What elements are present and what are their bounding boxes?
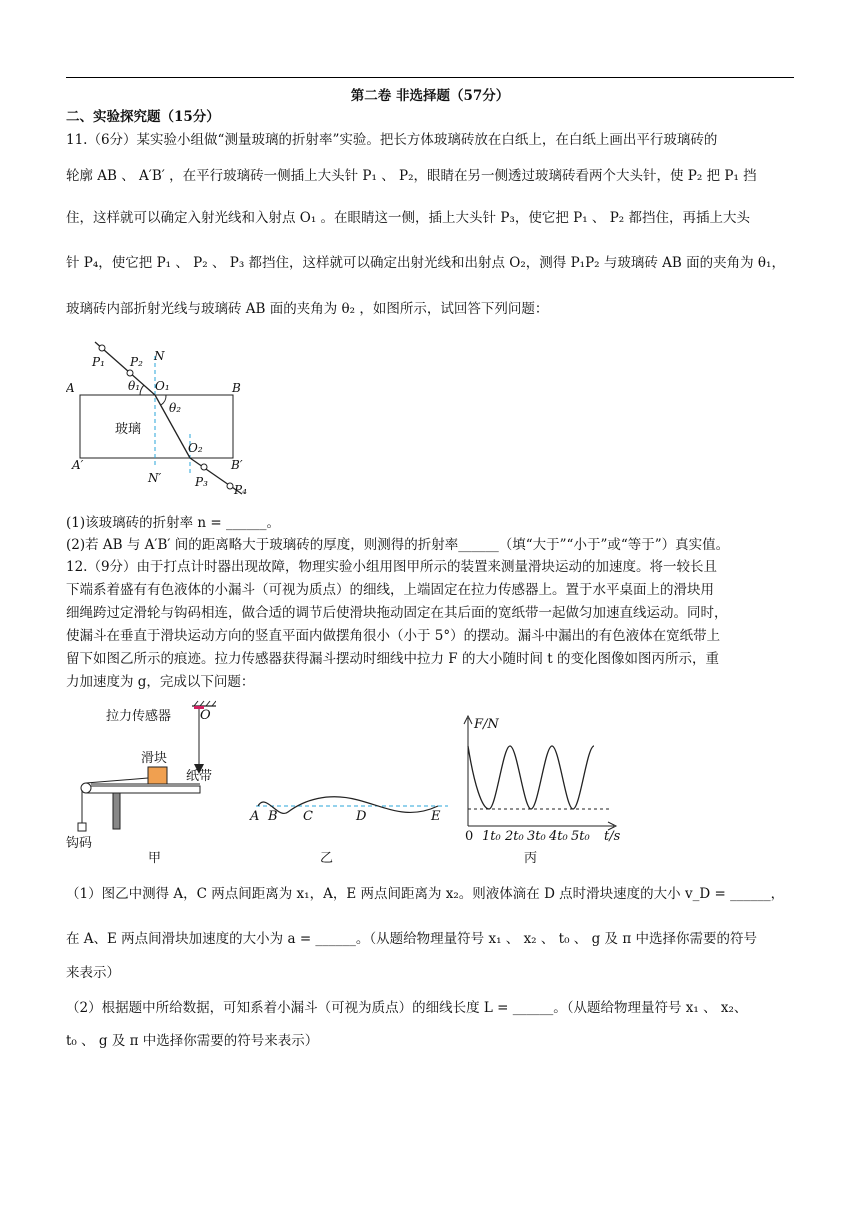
trace-figure	[248, 780, 453, 870]
theta2-arc	[161, 395, 166, 405]
apparatus-figure	[66, 700, 216, 866]
label-p1: P₁	[92, 355, 105, 369]
q11-line-3: 住，这样就可以确定入射光线和入射点 O₁ 。在眼睛这一侧，插上大头针 P₃，使它把 P₁ 、 P₂ 都挡住，再插上大头	[66, 210, 751, 226]
q12-sub-2b: t₀ 、 g 及 π 中选择你需要的符号来表示）	[66, 1033, 319, 1049]
label-b-trace: B	[268, 809, 278, 824]
caption-bing: 丙	[524, 851, 538, 866]
refraction-figure	[66, 336, 266, 506]
q12-sub-1c: 来表示）	[66, 965, 120, 981]
tick-1: 1t₀	[482, 829, 501, 844]
q12-sub-1b: 在 A、E 两点间滑块加速度的大小为 a = ______。（从题给物理量符号 x₁ 、 x₂ 、 t₀ 、 g 及 π 中选择你需要的符号	[66, 931, 757, 947]
q12-line-6: 力加速度为 g，完成以下问题：	[66, 674, 255, 690]
label-o2: O₂	[188, 441, 203, 455]
q12-sub-1a: （1）图乙中测得 A，C 两点间距离为 x₁，A，E 两点间距离为 x₂。则液体滴在 D 点时滑块速度的大小 v_D = ______，	[66, 886, 785, 902]
label-glass: 玻璃	[115, 422, 142, 437]
label-a: A	[66, 381, 75, 395]
trace-curve	[258, 797, 438, 814]
tick-5: 5t₀	[571, 829, 590, 844]
part-title: 第二卷 非选择题（57分）	[350, 88, 510, 104]
theta1-arc	[140, 385, 144, 395]
slider-block	[148, 767, 167, 784]
rope	[86, 778, 148, 783]
label-p3: P₃	[195, 475, 208, 489]
table-leg	[113, 793, 120, 829]
tick-0: 0	[465, 829, 474, 844]
y-axis-label: F/N	[474, 717, 499, 732]
label-c-trace: C	[303, 809, 313, 824]
label-p2: P₂	[130, 355, 143, 369]
q11-line-5: 玻璃砖内部折射光线与玻璃砖 AB 面的夹角为 θ₂ ，如图所示，试回答下列问题：	[66, 301, 549, 317]
q11-sub-2: (2)若 AB 与 A′B′ 间的距离略大于玻璃砖的厚度，则测得的折射率______（填“大于”“小于”或“等于”）真实值。	[66, 537, 730, 553]
label-o1: O₁	[155, 379, 170, 393]
caption-jia: 甲	[148, 851, 162, 866]
pin-p2	[127, 370, 133, 376]
label-n: N	[154, 349, 165, 363]
label-weight: 钩码	[66, 836, 93, 851]
q11-line-1: 11.（6分）某实验小组做“测量玻璃的折射率”实验。把长方体玻璃砖放在白纸上，在白纸上画出平行玻璃砖的	[66, 132, 718, 148]
q12-line-1: 12.（9分）由于打点计时器出现故障，物理实验小组用图甲所示的装置来测量滑块运动的加速度。将一较长且	[66, 559, 718, 575]
q11-line-4: 针 P₄，使它把 P₁ 、 P₂ 、 P₃ 都挡住，这样就可以确定出射光线和出射点 O₂，测得 P₁P₂ 与玻璃砖 AB 面的夹角为 θ₁，	[66, 255, 785, 271]
top-rule	[66, 77, 794, 78]
label-b: B	[232, 381, 241, 395]
label-slider: 滑块	[141, 751, 168, 766]
label-theta1: θ₁	[128, 379, 141, 393]
q12-line-3: 细绳跨过定滑轮与钩码相连，做合适的调节后使滑块拖动固定在其后面的宽纸带一起做匀加速直线运动。同时，	[66, 605, 728, 621]
label-theta2: θ₂	[169, 401, 182, 415]
table-top	[86, 786, 200, 793]
tick-4: 4t₀	[549, 829, 568, 844]
label-o: O	[200, 708, 211, 723]
q11-line-2: 轮廓 AB 、 A′B′ ，在平行玻璃砖一侧插上大头针 P₁ 、 P₂，眼睛在另一侧透过玻璃砖看两个大头针，使 P₂ 把 P₁ 挡	[66, 168, 757, 184]
label-sensor: 拉力传感器	[106, 709, 172, 724]
label-n-prime: N′	[148, 471, 162, 485]
q12-sub-2a: （2）根据题中所给数据，可知系着小漏斗（可视为质点）的细线长度 L = ______。（从题给物理量符号 x₁ 、 x₂、	[66, 1000, 748, 1016]
label-e-trace: E	[431, 809, 441, 824]
force-curve	[468, 746, 594, 809]
label-a-trace: A	[250, 809, 260, 824]
q12-line-4: 使漏斗在垂直于滑块运动方向的竖直平面内做摆角很小（小于 5°）的摆动。漏斗中漏出的有色液体在宽纸带上	[66, 628, 721, 644]
q12-line-2: 下端系着盛有有色液体的小漏斗（可视为质点）的细线，上端固定在拉力传感器上。置于水平桌面上的滑块用	[66, 582, 714, 598]
glass-block	[80, 395, 233, 458]
label-tape: 纸带	[186, 769, 213, 784]
section-heading: 二、实验探究题（15分）	[66, 109, 220, 125]
q12-line-5: 留下如图乙所示的痕迹。拉力传感器获得漏斗摆动时细线中拉力 F 的大小随时间 t 的变化图像如图丙所示，重	[66, 651, 719, 667]
label-a-prime: A′	[72, 458, 84, 472]
label-d-trace: D	[356, 809, 367, 824]
pin-p4	[227, 483, 233, 489]
tick-3: 3t₀	[527, 829, 546, 844]
force-time-graph	[458, 714, 628, 866]
pin-p3	[201, 464, 207, 470]
x-axis-label: t/s	[604, 829, 621, 844]
q11-sub-1: (1)该玻璃砖的折射率 n = ______。	[66, 515, 281, 531]
label-p4: P₄	[234, 483, 247, 497]
pin-p1	[99, 345, 105, 351]
caption-yi: 乙	[320, 851, 334, 866]
label-b-prime: B′	[231, 458, 243, 472]
hook-weight	[78, 823, 86, 831]
tick-2: 2t₀	[505, 829, 524, 844]
